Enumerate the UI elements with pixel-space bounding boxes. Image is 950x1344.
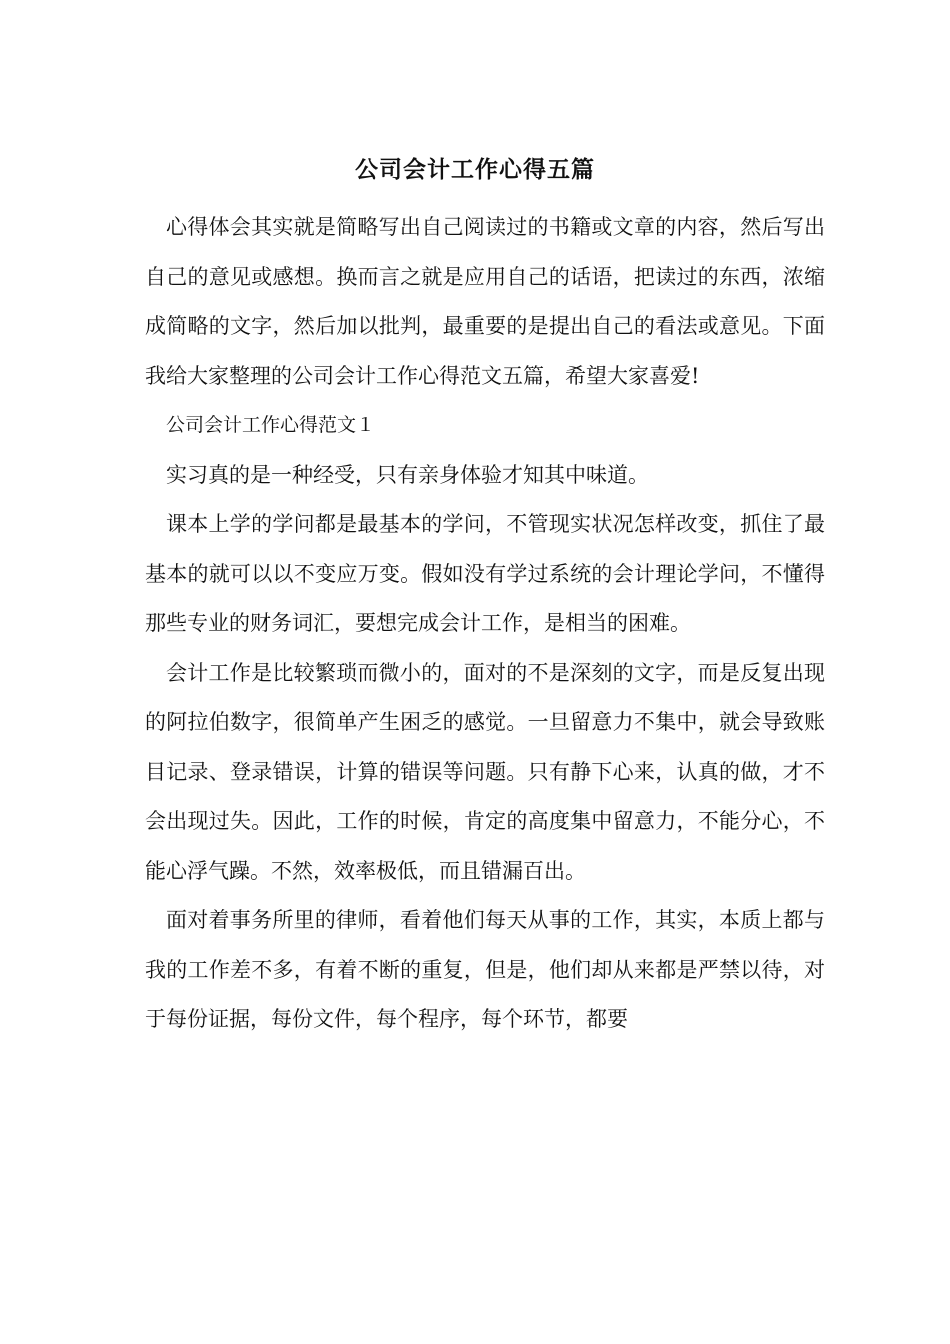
paragraph: 实习真的是一种经受，只有亲身体验才知其中味道。 — [166, 462, 649, 487]
document-body — [145, 203, 825, 1045]
paragraph: 会计工作是比较繁琐而微小的，面对的不是深刻的文字，而是反复出现的阿拉伯数字，很简单产生困乏的感觉。一旦留意力不集中，就会导致账目记录、登录错误，计算的错误等问题。只有静下心来，认真的做，才不会出现过失。因此，工作的时候，肯定的高度集中留意力，不能分心，不能心浮气躁。不然，效率极低，而且错漏百出。 — [145, 660, 825, 883]
paragraph: 课本上学的学问都是最基本的学问，不管现实状况怎样改变，抓住了最基本的就可以以不变应万变。假如没有学过系统的会计理论学问，不懂得那些专业的财务词汇，要想完成会计工作，是相当的困难。 — [145, 512, 825, 635]
section-heading: 公司会计工作心得范文１ — [166, 414, 376, 436]
paragraph-intro: 心得体会其实就是简略写出自己阅读过的书籍或文章的内容，然后写出自己的意见或感想。换而言之就是应用自己的话语，把读过的东西，浓缩成简略的文字，然后加以批判，最重要的是提出自己的看法或意见。下面我给大家整理的公司会计工作心得范文五篇，希望大家喜爱! — [145, 215, 825, 388]
paragraph: 面对着事务所里的律师，看着他们每天从事的工作，其实，本质上都与我的工作差不多，有着不断的重复，但是，他们却从来都是严禁以待，对于每份证据，每份文件，每个程序，每个环节，都要 — [145, 908, 825, 1031]
document-title: 公司会计工作心得五篇 — [355, 156, 595, 183]
